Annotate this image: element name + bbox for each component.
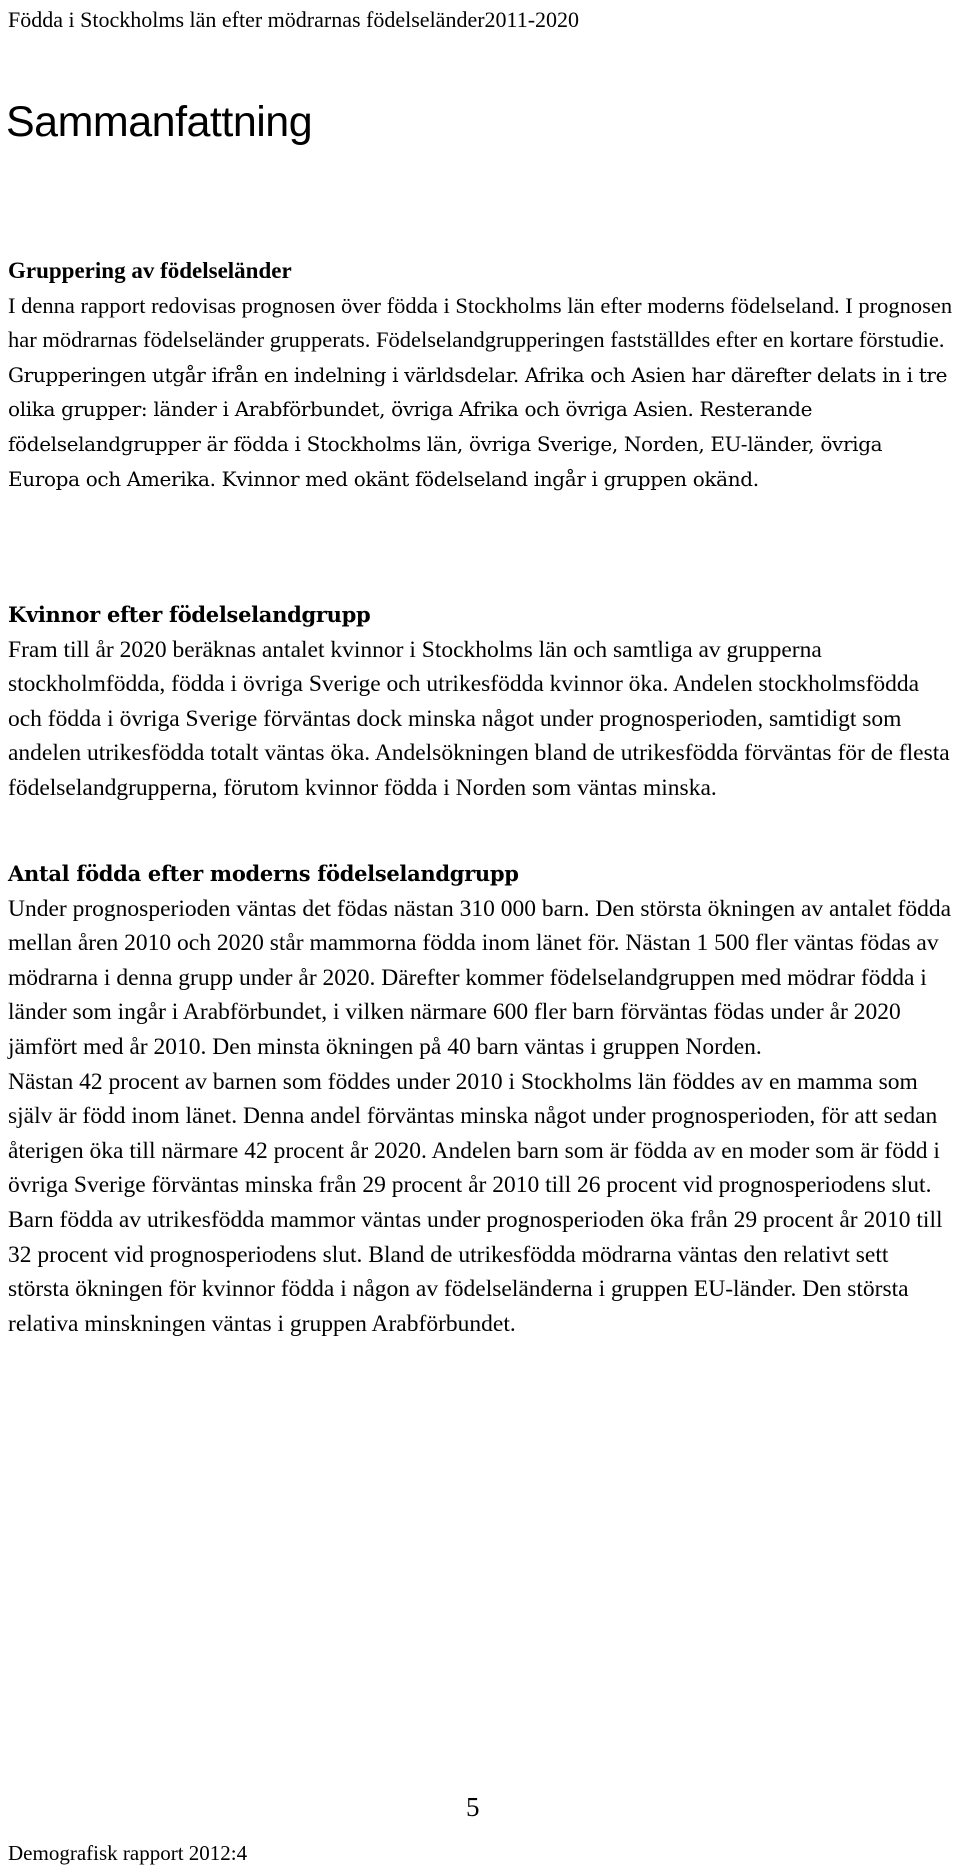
running-header: Födda i Stockholms län efter mödrarnas födelseländer2011-2020 — [8, 7, 580, 32]
footer-publication: Demografisk rapport 2012:4 — [8, 1841, 248, 1865]
body-text-times: I denna rapport redovisas prognosen över födda i Stockholms län efter moderns födelseland. I prognosen har mödrarnas födelseländer grupperats. Födelselandgrupperingen fastställdes efter en kortare förstudie. — [8, 292, 953, 353]
section-heading-gruppering: Gruppering av födelseländer — [8, 258, 292, 283]
page-number: 5 — [466, 1792, 480, 1822]
page-title: Sammanfattning — [6, 98, 313, 146]
section-paragraph-antal-1: Under prognosperioden väntas det födas nästan 310 000 barn. Den största ökningen av antalet födda mellan åren 2010 och 2020 står mammorna födda inom länet för. Nästan 1 500 fler väntas födas av mödrarna i denna grupp under år 2020. Därefter kommer födelselandgruppen med mödrar födda i länder som ingår i Arabförbundet, i vilken närmare 600 fler barn förväntas födas under år 2020 jämfört med år 2010. Den minsta ökningen på 40 barn väntas i gruppen Norden. — [8, 895, 952, 1060]
section-kvinnor — [8, 598, 953, 806]
section-heading-antal: Antal födda efter moderns födelselandgrupp — [8, 861, 519, 886]
section-gruppering — [8, 254, 953, 496]
section-body-kvinnor: Fram till år 2020 beräknas antalet kvinnor i Stockholms län och samtliga av grupperna stockholmfödda, födda i övriga Sverige och utrikesfödda kvinnor öka. Andelen stockholmsfödda och födda i övriga Sverige förväntas dock minska något under prognosperioden, samtidigt som andelen utrikesfödda totalt väntas öka. Andelsökningen bland de utrikesfödda förväntas för de flesta födelselandgrupperna, förutom kvinnor födda i Norden som väntas minska. — [8, 636, 950, 801]
section-body-gruppering — [8, 289, 953, 497]
body-text-alt: Grupperingen utgår ifrån en indelning i världsdelar. Afrika och Asien har därefter delats in i tre olika grupper: länder i Arabförbundet, övriga Afrika och övriga Asien. Resterande födelselandgrupper är födda i Stockholms län, övriga Sverige, Norden, EU-länder, övriga Europa och Amerika. Kvinnor med okänt födelseland ingår i gruppen okänd. — [8, 362, 948, 491]
section-heading-kvinnor: Kvinnor efter födelselandgrupp — [8, 602, 371, 627]
section-antal — [8, 857, 953, 1341]
section-paragraph-antal-2: Nästan 42 procent av barnen som föddes under 2010 i Stockholms län föddes av en mamma som själv är född inom länet. Denna andel förväntas minska något under prognosperioden, för att sedan återigen öka till närmare 42 procent år 2020. Andelen barn som är födda av en moder som är född i övriga Sverige förväntas minska från 29 procent år 2010 till 26 procent vid prognosperiodens slut. Barn födda av utrikesfödda mammor väntas under prognosperioden öka från 29 procent år 2010 till 32 procent vid prognosperiodens slut. Bland de utrikesfödda mödrarna väntas den relativt sett största ökningen för kvinnor födda i någon av födelseländerna i gruppen EU-länder. Den största relativa minskningen väntas i gruppen Arabförbundet. — [8, 1068, 943, 1337]
